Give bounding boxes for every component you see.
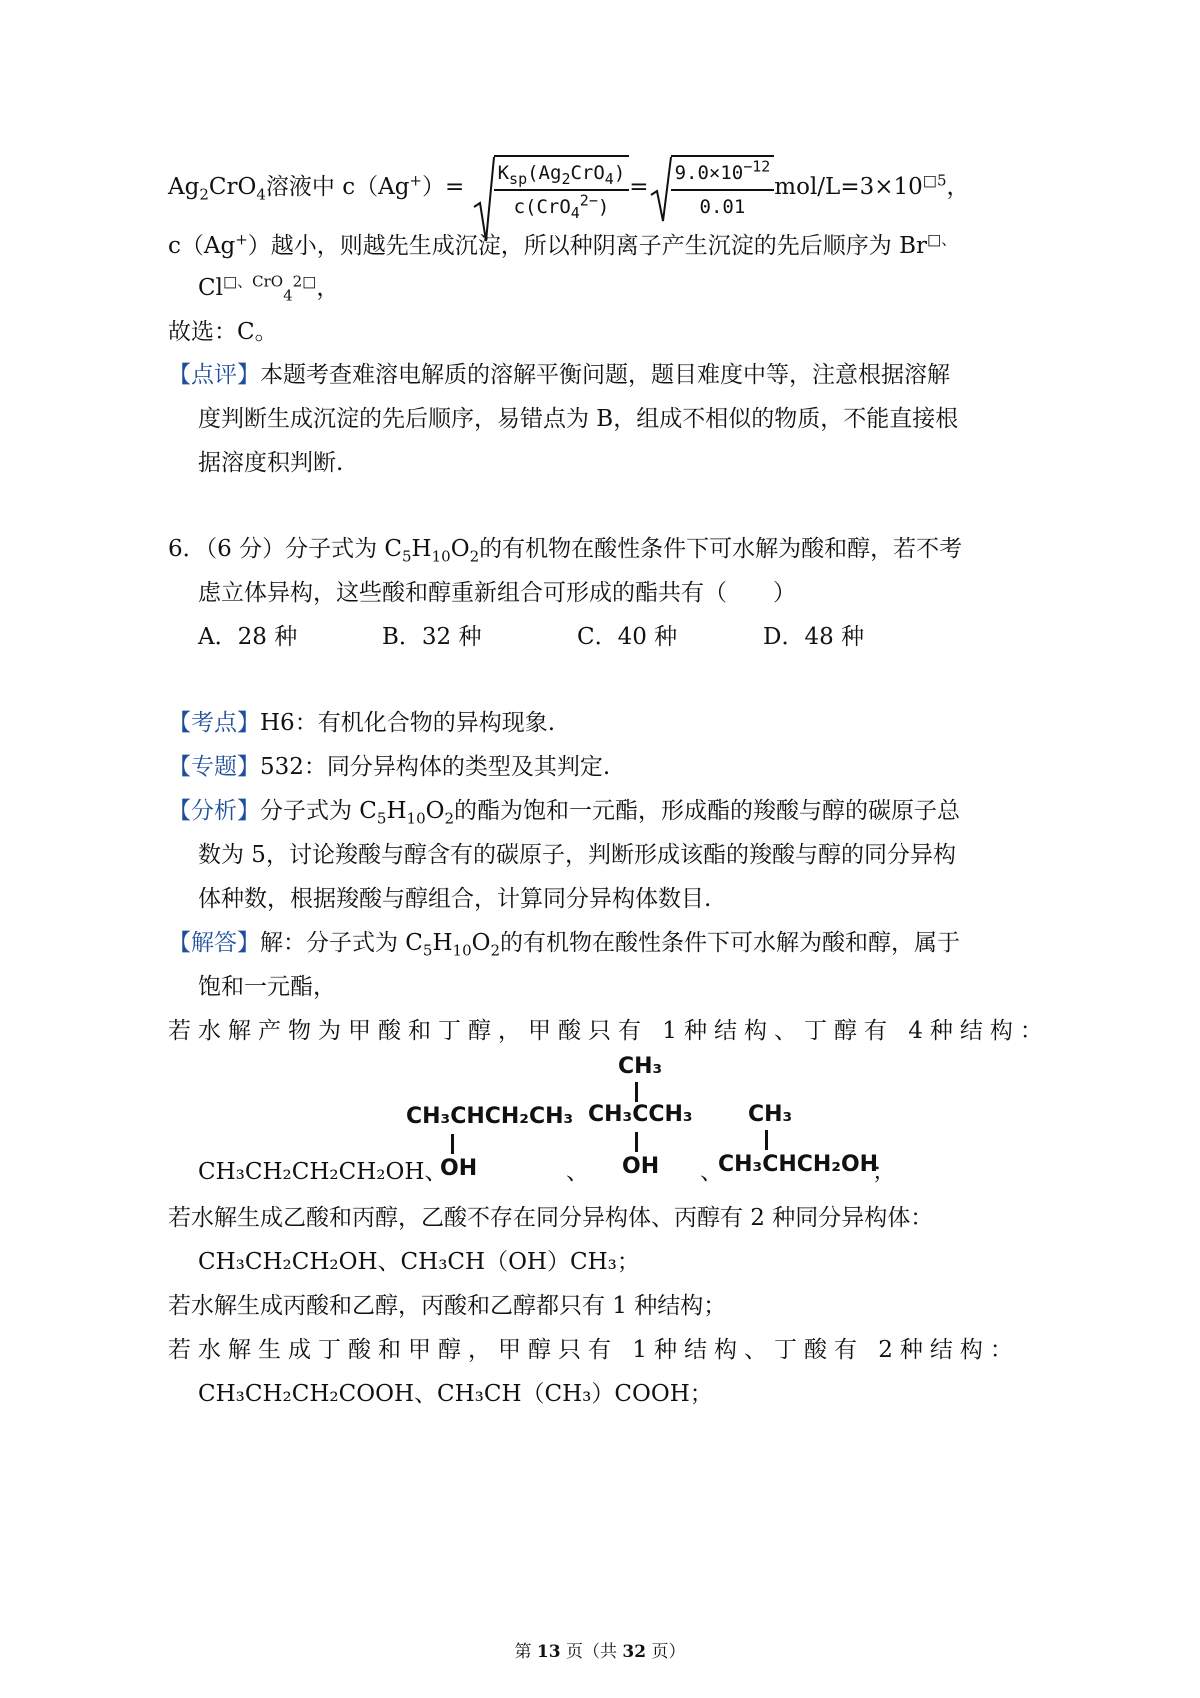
fenxi-line1: 【分析】分子式为 $C_5H_{10}O_2$的酯为饱和一元酯，形成酯的羧酸与醇的碳原子总: [168, 798, 961, 828]
zhuanti-line: 【专题】532：同分异构体的类型及其判定.: [168, 754, 611, 780]
end-semicolon: ；: [872, 1159, 895, 1185]
page-footer: 第 13 页（共 32 页）: [514, 1642, 686, 1662]
fenxi-tag: 【分析】: [168, 798, 260, 824]
sqrt-value: [649, 155, 775, 221]
precipitation-order-line2: $Cl^{□、CrO}_4^{2□}$，: [198, 272, 340, 305]
kaodian-line: 【考点】H6：有机化合物的异构现象.: [168, 710, 556, 736]
butanol-1: CH₃CH₂CH₂CH₂OH、: [198, 1159, 448, 1185]
option-b: B．32 种: [382, 624, 482, 650]
structure-isobutanol: CH₃ CH₃CHCH₂OH: [718, 1102, 879, 1177]
question-line2: 虑立体异构，这些酸和醇重新组合可形成的酯共有（ ）: [198, 580, 796, 606]
structure-2-butanol: CH₃CHCH₂CH₃ OH: [406, 1104, 574, 1181]
kaodian-tag: 【考点】: [168, 710, 260, 736]
jieda-line1: 【解答】解：分子式为 $C_5H_{10}O_2$的有机物在酸性条件下可水解为酸和醇，属于: [168, 930, 961, 960]
question-line1: 6．（6 分）分子式为 $C_5H_{10}O_2$的有机物在酸性条件下可水解为酸和醇，若不考: [168, 536, 963, 566]
option-c: C．40 种: [577, 624, 678, 650]
ag2cro4: $Ag_2CrO_4$: [168, 174, 266, 204]
jieda-line8: CH₃CH₂CH₂COOH、CH₃CH（CH₃）COOH；: [198, 1381, 713, 1407]
value-fraction: $\frac{9.0\times 10^{-12}}{0.01}$: [671, 159, 775, 221]
structure-tert-butanol: CH₃ CH₃CCH₃ OH: [588, 1054, 693, 1179]
comment-tag: 【点评】: [168, 362, 260, 388]
separator-2: 、: [700, 1159, 723, 1185]
option-d: D．48 种: [763, 624, 865, 650]
jieda-line4: 若水解生成乙酸和丙醇，乙酸不存在同分异构体、丙醇有 2 种同分异构体：: [168, 1205, 934, 1231]
ksp-formula-line: $Ag_2CrO_4$溶液中 c（Ag+）= $\frac{K_{sp}(Ag_2CrO_4)}{c(CrO_4^{2-})}$ = $\frac{9.0\times 10^{-12}}{0.01}$ mol/$L=3\times 10^{□5}$，: [168, 155, 970, 221]
jieda-line7: 若水解生成丁酸和甲醇，甲醇只有 1种结构、丁酸有 2种结构：: [168, 1337, 1020, 1363]
fenxi-line3: 体种数，根据羧酸与醇组合，计算同分异构体数目.: [198, 886, 712, 912]
ksp-fraction: $\frac{K_{sp}(Ag_2CrO_4)}{c(CrO_4^{2-})}$: [494, 159, 630, 221]
precipitation-order-line1: c（Ag+）越小，则越先生成沉淀，所以种阴离子产生沉淀的先后顺序为 Br□、: [168, 230, 957, 259]
fenxi-line2: 数为 5，讨论羧酸与醇含有的碳原子，判断形成该酯的羧酸与醇的同分异构: [198, 842, 956, 868]
jieda-tag: 【解答】: [168, 930, 260, 956]
jieda-line6: 若水解生成丙酸和乙醇，丙酸和乙醇都只有 1 种结构；: [168, 1293, 727, 1319]
jieda-line2: 饱和一元酯，: [198, 974, 336, 1000]
option-a: A．28 种: [198, 624, 298, 650]
jieda-line5: CH₃CH₂CH₂OH、CH₃CH（OH）CH₃；: [198, 1249, 640, 1275]
separator-1: 、: [566, 1159, 589, 1185]
comment-line1: 【点评】本题考查难溶电解质的溶解平衡问题，题目难度中等，注意根据溶解: [168, 362, 950, 388]
comment-line3: 据溶度积判断.: [198, 450, 344, 476]
comment-line2: 度判断生成沉淀的先后顺序，易错点为 B，组成不相似的物质，不能直接根: [198, 406, 959, 432]
jieda-line3: 若水解产物为甲酸和丁醇，甲酸只有 1种结构、丁醇有 4种结构：: [168, 1018, 1050, 1044]
zhuanti-tag: 【专题】: [168, 754, 260, 780]
answer-choice: 故选：C。: [168, 319, 278, 345]
sqrt-ksp: [472, 155, 630, 221]
